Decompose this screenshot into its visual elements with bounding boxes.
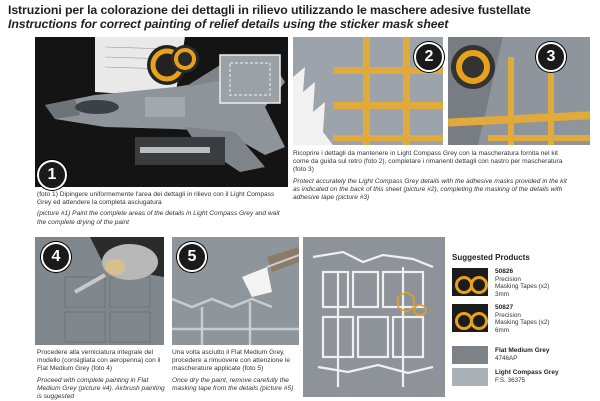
tape-6mm-code: 50827 — [495, 304, 514, 311]
step-4-it: Procedere alla verniciatura integrale del modello (consigliata con aeropenna) con il Flat Medium Grey (foto 4) — [37, 349, 161, 373]
step-5-en: Once dry the paint, remove carefully the masking tape from the details (picture #5) — [172, 376, 294, 392]
product-tape-3mm — [452, 268, 592, 298]
photo-1 — [35, 37, 288, 187]
step-5-text — [172, 349, 300, 393]
step-1-it: (foto 1) Dipingere uniformemente l'area dei dettagli in rilievo con il Light Compass Grey ed attendere la completa asciugatura — [37, 191, 275, 207]
step-5-badge: 5 — [177, 242, 207, 272]
mask-sheet-photo — [303, 237, 445, 397]
tape-6mm-desc: Precision Masking Tapes (x2) 6mm — [495, 312, 550, 334]
step-4-text — [37, 349, 167, 401]
suggested-products-title: Suggested Products — [452, 253, 530, 262]
color-name-light-compass-grey: Light Compass Grey — [495, 369, 559, 376]
step-1-en: (picture #1) Paint the complete areas of the details in Light Compass Grey and wait the complete drying of the paint — [37, 210, 280, 226]
tape-3mm-desc: Precision Masking Tapes (x2) 3mm — [495, 276, 550, 298]
title-italian: Istruzioni per la colorazione dei dettagli in rilievo utilizzando le maschere adesive fustellate — [8, 3, 531, 17]
step-3-badge: 3 — [536, 42, 566, 72]
step-2-en: Protect accurately the Light Compass Grey details with the adhesive masks provided in the kit as indicated on the back of this sheet (picture #2), completing the masking of the details with adhesive tape (picture #3) — [293, 177, 567, 202]
step-1-badge: 1 — [37, 160, 67, 190]
step-2-text — [293, 150, 573, 202]
tape-6mm-swatch — [452, 304, 488, 332]
color-code-flat-medium-grey: 4746AP — [495, 355, 518, 362]
step-1-text — [37, 191, 287, 227]
color-code-light-compass-grey: F.S. 36375 — [495, 377, 526, 384]
step-2-it: Ricoprire i dettagli da mantenere in Light Compass Grey con la mascheratura fornita nel kit come da guida sul retro (foto 2), completare i rimanenti dettagli con nastro per mascheratura (foto 3) — [293, 150, 563, 174]
tape-3mm-code: 50826 — [495, 268, 514, 275]
photo-3 — [448, 37, 590, 145]
color-swatch-flat-medium-grey — [452, 346, 488, 364]
step-5-it: Una volta asciutto il Flat Medium Grey, procedere a rimuovere con attenzione le mascherature applicate (foto 5) — [172, 349, 291, 373]
tape-3mm-swatch — [452, 268, 488, 296]
title-english: Instructions for correct painting of relief details using the sticker mask sheet — [8, 17, 449, 31]
step-4-en: Proceed with complete painting in Flat Medium Grey (picture #4). Airbrush painting is suggested — [37, 376, 165, 401]
color-swatch-light-compass-grey — [452, 368, 488, 386]
color-name-flat-medium-grey: Flat Medium Grey — [495, 347, 550, 354]
step-2-badge: 2 — [414, 42, 444, 72]
product-tape-6mm — [452, 304, 592, 334]
step-4-badge: 4 — [41, 242, 71, 272]
